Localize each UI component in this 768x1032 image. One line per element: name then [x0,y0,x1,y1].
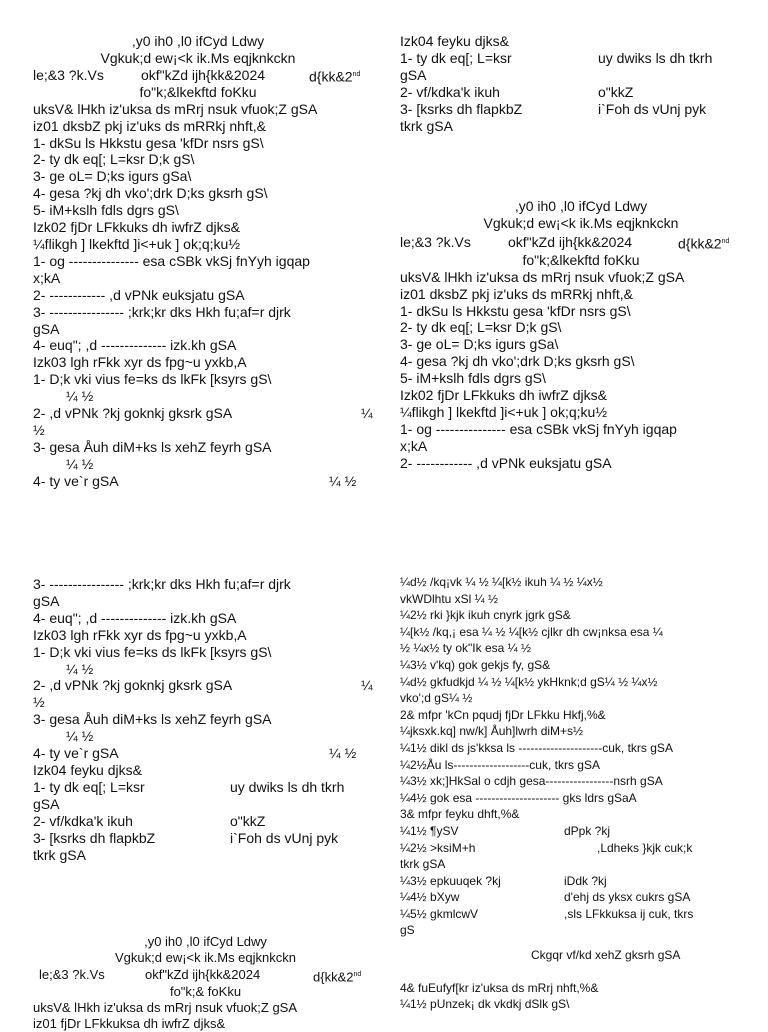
question-line: gSA [33,320,60,337]
left-top-section [33,33,393,490]
question-line: vko';d gS¼ ½ [400,691,473,706]
exam-subject: fo"k;& foKku [169,984,242,999]
question-line: ¼2½Åu ls-------------------cuk, tkrs gSA [400,757,600,772]
question-heading: iz01 dksbZ pkj iz'uks ds mRRkj nhft,& [33,117,266,134]
exam-time: le;&3 ?k.Vs [400,233,471,250]
exam-title: okf"kZd ijh{kk&2024 [141,66,266,83]
question-line: 4- euq"; ,d -------------- izk.kh gSA [33,609,237,626]
question-heading: iz01 fjDr LFkkuksa dh iwfrZ djks& [33,1016,226,1031]
question-line: 4- ty ve`r gSA ¼ ½ [33,745,357,762]
question-line: ¼3½ v'kq) gok gekjs fy, gS& [400,657,551,672]
question-heading: Izk04 feyku djks& [33,762,142,779]
tick-marks: ¼ ½ [66,728,94,745]
match-row: 1- ty dk eq[; L=ksr uy dwiks ls dh tkrh [400,49,713,66]
question-line: 3- gesa Åuh diM+ks ls xehZ feyrh gSA [33,438,272,455]
tick-marks: ¼ ½ [66,455,94,472]
tick-marks: ¼ [361,677,373,694]
question-line: 2- ,d vPNk ?kj goknkj gksrk gSA ¼ [33,677,373,694]
tick-marks: ½ [33,694,45,711]
question-line: 3- ge oL= D;ks igurs gSa\ [33,168,192,185]
question-line: ¼2½ rki }kjk ikuh cnyrk jgrk gS& [400,608,571,623]
exam-subject: fo"k;&lkekftd foKku [522,251,640,268]
question-line: 1- D;k vki vius fe=ks ds lkFk [ksyrs gS\ [33,371,272,388]
match-row: tkrk gSA [400,857,446,872]
match-row: ¼4½ bXyw d'ehj ds yksx cukrs gSA [400,890,691,905]
left-bottom-section [33,576,393,864]
school-name: ,y0 ih0 ,l0 ifCyd Ldwy [514,198,648,214]
school-name: ,y0 ih0 ,l0 ifCyd Ldwy [144,934,267,949]
school-address: Vgkuk;d ew¡<k ik.Ms eqjknkckn [100,49,296,66]
exam-class: d{kk&2nd [309,68,361,85]
match-row: 2- vf/kdka'k ikuh o"kkZ [400,83,634,100]
tick-marks: ¼ ½ [66,388,94,405]
match-row: 3- [ksrks dh flapkbZ i`Foh ds vUnj pyk [400,100,707,117]
question-line: ¼d½ gkfudkjd ¼ ½ ¼[k½ ykHknk;d gS¼ ½ ¼x½ [400,674,658,689]
school-address: Vgkuk;d ew¡<k ik.Ms eqjknkckn [115,950,296,965]
exam-meta-row [33,67,393,84]
question-line: 2- ,d vPNk ?kj goknkj gksrk gSA ¼ [33,405,373,422]
question-line: 1- D;k vki vius fe=ks ds lkFk [ksyrs gS\ [33,643,272,660]
question-heading: Izk03 lgh rFkk xyr ds fpg~u yxkb,A [33,626,247,643]
question-heading: 4& fuEufyf[kr iz'uksa ds mRrj nhft,%& [400,980,599,995]
exam-class: d{kk&2nd [313,969,362,985]
question-heading: Izk02 fjDr LFkkuks dh iwfrZ djks& [400,387,607,404]
question-line: x;kA [33,269,61,286]
question-line: ¼[k½ /kq,¡ esa ¼ ½ ¼[k½ cjlkr dh cw¡nksa esa ¼ [400,624,663,639]
question-line: 1- og --------------- esa cSBk vkSj fnYyh igqap [400,420,677,437]
question-heading: Izk02 fjDr LFkkuks dh iwfrZ djks& [33,219,240,236]
right-bottom-section [400,574,762,1013]
word-options: ¼jksxk.kq] nw/k] Åuh]lwrh diM+s½ [400,724,584,739]
exam-title: okf"kZd ijh{kk&2024 [145,967,261,982]
match-row: ¼3½ epkuuqek ?kj iDdk ?kj [400,873,607,888]
question-line: ½ ¼x½ ty ok"Ik esa ¼ ½ [400,641,531,656]
question-line: 3- ---------------- ;krk;kr dks Hkh fu;af=r djrk [33,576,291,592]
tick-marks: ¼ ½ [329,472,357,489]
question-line: 2- ty dk eq[; L=ksr D;k gS\ [33,151,195,168]
question-line: ¼1½ pUnzek¡ dk vkdkj dSlk gS\ [400,997,570,1012]
question-line: 3- ---------------- ;krk;kr dks Hkh fu;af=r djrk [33,303,291,320]
match-row: gSA [33,796,60,813]
instruction: uksV& lHkh iz'uksa ds mRrj nsuk vfuok;Z gSA [400,268,685,285]
school-address: Vgkuk;d ew¡<k ik.Ms eqjknkckn [483,214,679,231]
match-row: 1- ty dk eq[; L=ksr uy dwiks ls dh tkrh [33,779,345,796]
question-heading: 2& mfpr 'kCn pqudj fjDr LFkku Hkfj,%& [400,707,606,722]
exam-time: le;&3 ?k.Vs [39,967,105,982]
right-mid-section [400,198,762,472]
question-heading: Izk03 lgh rFkk xyr ds fpg~u yxkb,A [33,354,247,371]
question-heading: iz01 dksbZ pkj iz'uks ds mRRkj nhft,& [400,285,633,302]
tick-marks: ¼ ½ [329,745,357,762]
question-line: 2- ------------ ,d vPNk euksjatu gSA [400,454,612,471]
question-line: 5- iM+kslh fdls dgrs gS\ [400,370,546,387]
question-line: vkWDlhtu xSl ¼ ½ [400,591,499,606]
question-line: 5- iM+kslh fdls dgrs gS\ [33,202,179,219]
question-heading: Izk04 feyku djks& [400,33,509,49]
word-options: ¼flikgh ] lkekftd ]i<+uk ] ok;q;ku½ [33,235,240,252]
question-line: gSA [33,592,60,609]
question-line: 2- ------------ ,d vPNk euksjatu gSA [33,286,245,303]
question-line: 2- ty dk eq[; L=ksr D;k gS\ [400,319,562,336]
match-row: tkrk gSA [400,117,453,134]
exam-subject: fo"k;&lkekftd foKku [139,83,257,100]
match-row: gSA [400,66,427,83]
question-line: ¼3½ xk;]HkSal o cdjh gesa-----------------nsrh gSA [400,774,663,789]
tick-marks: ¼ [361,405,373,422]
match-row: tkrk gSA [33,846,86,863]
match-row: Ckgqr vf/kd xehZ gksrh gSA [531,948,681,963]
question-line: 3- ge oL= D;ks igurs gSa\ [400,336,559,353]
exam-time: le;&3 ?k.Vs [33,66,104,83]
question-heading: 3& mfpr feyku dhft,%& [400,807,520,822]
question-line: 3- gesa Åuh diM+ks ls xehZ feyrh gSA [33,711,272,728]
instruction: uksV& lHkh iz'uksa ds mRrj nsuk vfuok;Z gSA [33,100,318,117]
exam-meta-row [33,966,378,984]
question-line: 1- dkSu ls Hkkstu gesa 'kfDr nsrs gS\ [400,302,631,319]
exam-class: d{kk&2nd [678,235,730,252]
question-line: 1- dkSu ls Hkkstu gesa 'kfDr nsrs gS\ [33,134,264,151]
right-top-section [400,33,760,135]
exam-title: okf"kZd ijh{kk&2024 [508,233,633,250]
tick-marks: ¼ ½ [66,660,94,677]
question-line: 4- ty ve`r gSA ¼ ½ [33,472,357,489]
question-line: 4- gesa ?kj dh vko';drk D;ks gksrh gS\ [33,185,268,202]
question-line: ¼4½ gok esa --------------------- gks ldrs gSaA [400,790,637,805]
match-row: ¼1½ ¶ySV dPpk ?kj [400,823,611,838]
match-row: gS [400,923,415,938]
school-name: ,y0 ih0 ,l0 ifCyd Ldwy [131,33,265,49]
tick-marks: ½ [33,422,45,439]
question-line: 1- og --------------- esa cSBk vkSj fnYyh igqap [33,252,310,269]
match-row: ¼2½ >ksiM+h ,Ldheks }kjk cuk;k [400,840,693,855]
match-row: 2- vf/kdka'k ikuh o"kkZ [33,812,266,829]
exam-meta-row [400,232,762,252]
question-line: 4- euq"; ,d -------------- izk.kh gSA [33,337,237,354]
left-footer-section [33,934,378,1032]
match-row: ¼5½ gkmlcwV ,sls LFkkuksa ij cuk, tkrs [400,906,694,921]
question-line: ¼1½ dikl ds js'kksa ls ---------------------cuk, tkrs gSA [400,740,673,755]
question-line: 4- gesa ?kj dh vko';drk D;ks gksrh gS\ [400,353,635,370]
question-line: x;kA [400,437,428,454]
word-options: ¼flikgh ] lkekftd ]i<+uk ] ok;q;ku½ [400,403,607,420]
match-row: 3- [ksrks dh flapkbZ i`Foh ds vUnj pyk [33,829,339,846]
question-line: ¼d½ /kq¡vk ¼ ½ ¼[k½ ikuh ¼ ½ ¼x½ [400,575,603,589]
instruction: uksV& lHkh iz'uksa ds mRrj nsuk vfuok;Z gSA [33,1000,298,1015]
